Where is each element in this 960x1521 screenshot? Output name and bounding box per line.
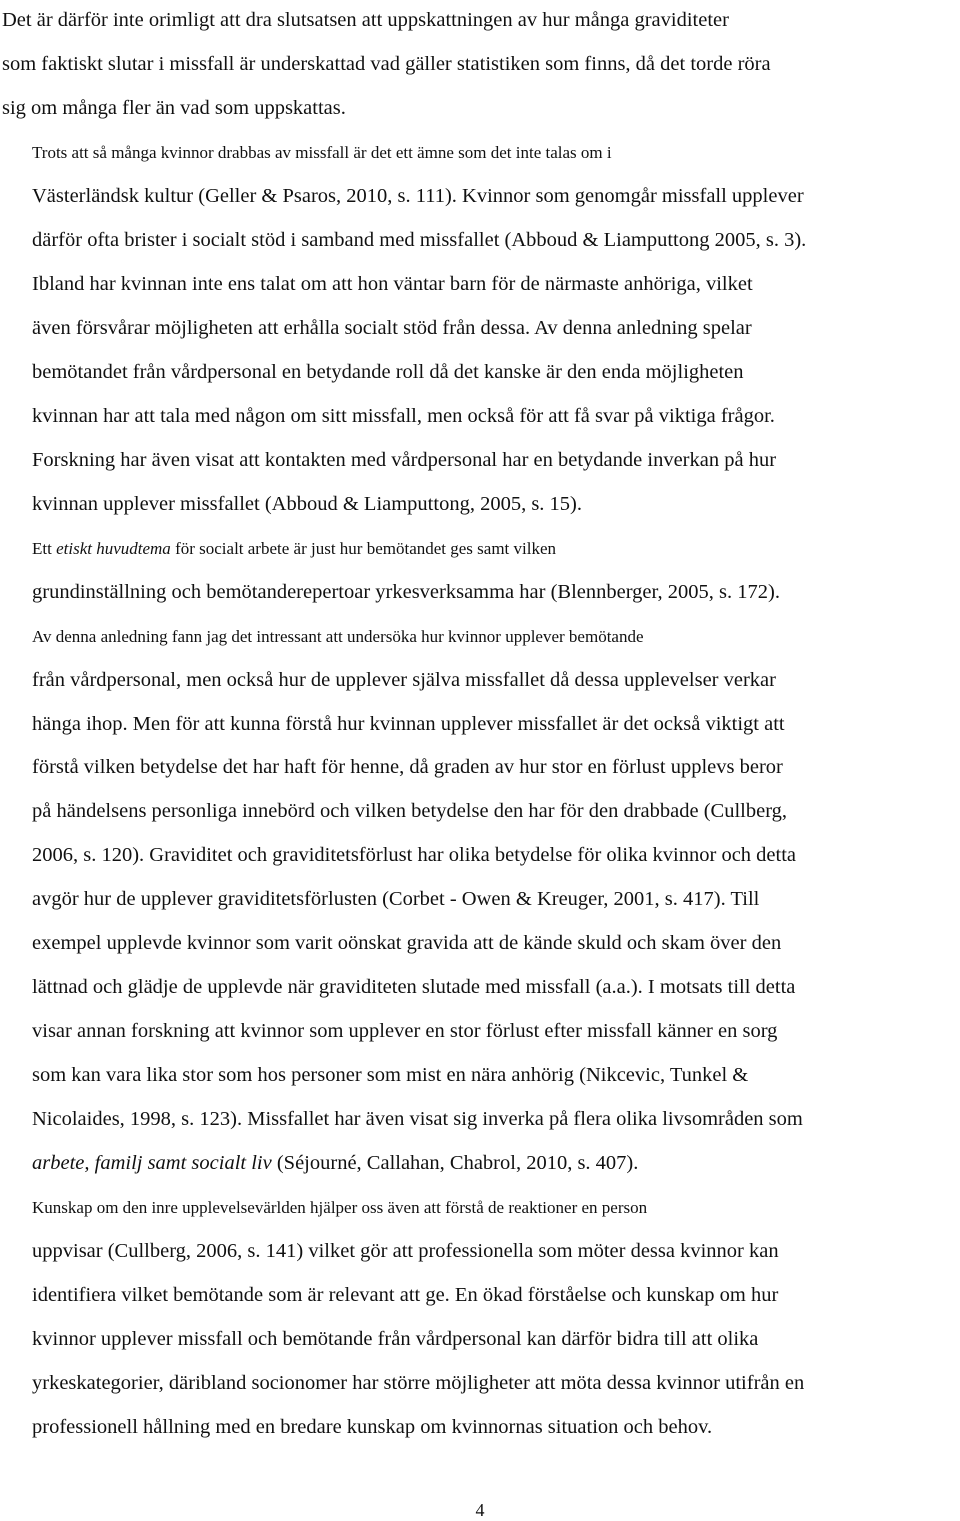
paragraph bbox=[2, 527, 960, 615]
text-line: lättnad och glädje de upplevde när graviditeten slutade med missfall (a.a.). I motsats till detta bbox=[32, 976, 796, 999]
text-line: Forskning har även visat att kontakten med vårdpersonal har en betydande inverkan på hur bbox=[32, 448, 777, 471]
text-line: förstå vilken betydelse det har haft för henne, då graden av hur stor en förlust upplevs beror bbox=[32, 756, 783, 779]
text-line: därför ofta brister i socialt stöd i samband med missfallet (Abboud & Liamputtong 2005, s. 3). bbox=[32, 228, 807, 251]
body-text bbox=[2, 0, 960, 1450]
text-line: Trots att så många kvinnor drabbas av missfall är det ett ämne som det inte talas om i bbox=[32, 142, 612, 162]
paragraph bbox=[2, 0, 960, 131]
line-text: för socialt arbete är just hur bemötandet ges samt vilken bbox=[170, 538, 557, 558]
text-line: Ibland har kvinnan inte ens talat om att hon väntar barn för de närmaste anhöriga, vilket bbox=[32, 272, 753, 295]
text-line: Av denna anledning fann jag det intressant att undersöka hur kvinnor upplever bemötande bbox=[32, 626, 644, 646]
text-line: bemötandet från vårdpersonal en betydande roll då det kanske är den enda möjligheten bbox=[32, 360, 744, 383]
text-line: hänga ihop. Men för att kunna förstå hur kvinnan upplever missfallet är det också viktigt att bbox=[32, 712, 785, 735]
line-text: Ett bbox=[32, 538, 57, 558]
text-line: avgör hur de upplever graviditetsförlusten (Corbet - Owen & Kreuger, 2001, s. 417). Till bbox=[32, 888, 760, 911]
text-line: exempel upplevde kvinnor som varit oönskat gravida att de kände skuld och skam över den bbox=[32, 932, 782, 955]
text-line: Det är därför inte orimligt att dra slutsatsen att uppskattningen av hur många graviditeter bbox=[2, 9, 729, 31]
text-line: kvinnan har att tala med någon om sitt missfall, men också för att få svar på viktiga frågor. bbox=[32, 404, 775, 427]
text-line bbox=[2, 1142, 960, 1186]
text-line: visar annan forskning att kvinnor som upplever en stor förlust efter missfall känner en sorg bbox=[32, 1020, 778, 1043]
text-line: identifiera vilket bemötande som är relevant att ge. En ökad förståelse och kunskap om hur bbox=[32, 1284, 779, 1307]
text-line: professionell hållning med en bredare kunskap om kvinnornas situation och behov. bbox=[32, 1416, 713, 1438]
text-line: även försvårar möjligheten att erhålla socialt stöd från dessa. Av denna anledning spelar bbox=[32, 316, 752, 339]
text-line: yrkeskategorier, däribland socionomer har större möjligheter att möta dessa kvinnor utifrån en bbox=[32, 1372, 805, 1395]
line-text: (Séjourné, Callahan, Chabrol, 2010, s. 407). bbox=[271, 1152, 639, 1175]
emphasized-text: etiskt huvudtema bbox=[56, 538, 171, 558]
text-line: som faktiskt slutar i missfall är underskattad vad gäller statistiken som finns, då det torde röra bbox=[2, 52, 771, 75]
text-line: grundinställning och bemötanderepertoar yrkesverksamma har (Blennberger, 2005, s. 172). bbox=[32, 580, 780, 603]
text-line: Västerländsk kultur (Geller & Psaros, 2010, s. 111). Kvinnor som genomgår missfall upplever bbox=[32, 184, 804, 207]
emphasized-text: arbete, familj samt socialt liv bbox=[32, 1152, 272, 1175]
text-line: 2006, s. 120). Graviditet och graviditetsförlust har olika betydelse för olika kvinnor och detta bbox=[32, 844, 797, 867]
paragraph bbox=[2, 131, 960, 527]
text-line: Nicolaides, 1998, s. 123). Missfallet har även visat sig inverka på flera olika livsområden som bbox=[32, 1108, 803, 1131]
text-line: på händelsens personliga innebörd och vilken betydelse den har för den drabbade (Cullberg, bbox=[32, 800, 788, 823]
paragraph bbox=[2, 1186, 960, 1450]
text-line: sig om många fler än vad som uppskattas. bbox=[2, 96, 346, 119]
text-line: Kunskap om den inre upplevelsevärlden hjälper oss även att förstå de reaktioner en person bbox=[32, 1198, 648, 1218]
page-number: 4 bbox=[475, 1500, 485, 1520]
text-line: kvinnor upplever missfall och bemötande från vårdpersonal kan därför bidra till att olika bbox=[32, 1328, 759, 1351]
paragraph bbox=[2, 615, 960, 1187]
text-line bbox=[2, 527, 960, 571]
text-line: uppvisar (Cullberg, 2006, s. 141) vilket gör att professionella som möter dessa kvinnor kan bbox=[32, 1240, 779, 1263]
text-line: som kan vara lika stor som hos personer som mist en nära anhörig (Nikcevic, Tunkel & bbox=[32, 1064, 749, 1087]
text-line: kvinnan upplever missfallet (Abboud & Liamputtong, 2005, s. 15). bbox=[32, 492, 583, 515]
text-line: från vårdpersonal, men också hur de upplever själva missfallet då dessa upplevelser verkar bbox=[32, 668, 776, 691]
